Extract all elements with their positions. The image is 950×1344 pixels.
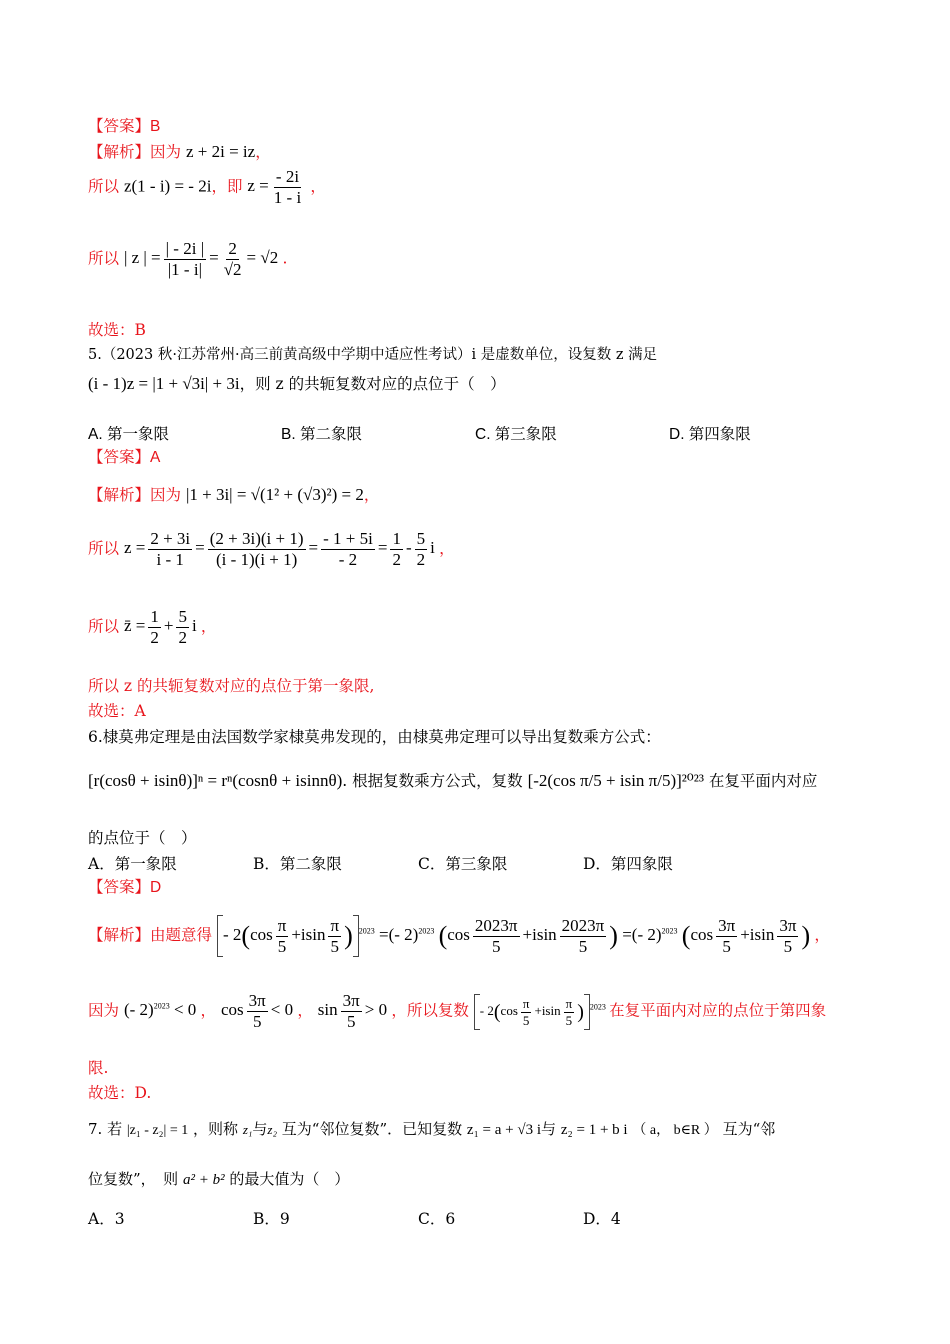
q5-stem-line1: 5.（2023 秋·江苏常州·高三前黄高级中学期中适应性考试）i 是虚数单位，设复数 z 满足 bbox=[88, 347, 658, 363]
q7-option-d[interactable]: D．4 bbox=[583, 1210, 621, 1228]
equation: |1 + 3i| = √(1² + (√3)²) = 2 bbox=[185, 485, 364, 504]
expression: - 2(cos $\frac{\pi}{5}$ +isin $\frac{\pi}{5}$ ) $^{2023}$ bbox=[474, 1003, 609, 1018]
equation: | z | = $\frac{| - 2i |}{|1 - i|}$ = $\frac{2}{√2}$ = √2 bbox=[123, 239, 279, 279]
analysis-tag: 【解析】 bbox=[88, 926, 151, 944]
equation: sin $\frac{3\pi}{5}$ > 0 bbox=[317, 991, 388, 1031]
q4-conclusion: 故选：B bbox=[88, 321, 146, 339]
q6-stem-line3: 的点位于（ ） bbox=[88, 829, 197, 847]
equation: z₁ = a + √3 i bbox=[466, 1122, 542, 1138]
equation: z = $\frac{2 + 3i}{i - 1}$ = $\frac{(2 + 3i)(i + 1)}{(i - 1)(i + 1)}$ = $\frac{- 1 + 5i}{- 2}$ = $\frac{1}{2}$ - $\frac{5}{2}$ i bbox=[123, 529, 435, 569]
q7-stem-line2: 位复数”， 则 a² + b² 的最大值为（ ） bbox=[88, 1170, 350, 1188]
equation: - 2(cos $\frac{\pi}{5}$ +isin $\frac{\pi}{5}$ ) $^{2023}$ =(- 2)$^{2023}$ (cos $\frac{2023\pi}{5}$ +isin $\frac{2023\pi}{5}$ ) =(- 2)$^{2023}$ (cos $\frac{3\pi}{5}$ +isin $\frac{3\pi}{5}$ ) bbox=[217, 925, 814, 944]
q5-analysis-line4: 所以 z 的共轭复数对应的点位于第一象限, bbox=[88, 677, 375, 695]
formula: [r(cosθ + isinθ)]ⁿ = rⁿ(cosnθ + isinnθ) bbox=[88, 771, 343, 790]
answer-value: B bbox=[150, 118, 161, 135]
equation: z = $\frac{- 2i}{1 - i}$ bbox=[247, 167, 302, 207]
q6-conclusion: 故选：D. bbox=[88, 1084, 152, 1102]
q6-option-b[interactable]: B．第二象限 bbox=[253, 855, 342, 873]
q4-analysis-line2: 所以 z(1 - i) = - 2i，即 z = $\frac{- 2i}{1 - i}$ ， bbox=[88, 167, 326, 207]
q4-analysis-line1: 【解析】因为 z + 2i = iz， bbox=[88, 142, 271, 161]
q4-answer bbox=[88, 116, 160, 138]
answer-value: D bbox=[150, 879, 162, 896]
q5-answer bbox=[88, 447, 160, 469]
q6-analysis-line2: 因为 (- 2)$^{2023}$ < 0 ， cos $\frac{3\pi}{5}$ < 0 ， sin $\frac{3\pi}{5}$ > 0 ，所以复数 - 2(cos $\frac{\pi}{5}$ +isin $\frac{\pi}{5}$ ) $^{2023}$ 在复平面内对应的点位于第四象 bbox=[88, 991, 827, 1031]
equation: z̄ = $\frac{1}{2}$ + $\frac{5}{2}$ i bbox=[123, 607, 197, 647]
q5-stem-line2: (i - 1)z = |1 + √3i| + 3i，则 z 的共轭复数对应的点位于（ ） bbox=[88, 374, 506, 393]
q7-option-a[interactable]: A．3 bbox=[88, 1210, 125, 1228]
answer-tag: 【答案】 bbox=[88, 118, 151, 135]
equation: z(1 - i) = - 2i bbox=[123, 176, 212, 196]
answer-tag: 【答案】 bbox=[88, 449, 151, 466]
q6-analysis-line3: 限. bbox=[88, 1059, 109, 1077]
q5-analysis-line1: 【解析】因为 |1 + 3i| = √(1² + (√3)²) = 2， bbox=[88, 485, 380, 504]
analysis-tag: 【解析】 bbox=[88, 487, 151, 504]
q5-option-b[interactable]: B. 第二象限 bbox=[281, 426, 362, 443]
equation: z₂ = 1 + b i bbox=[560, 1122, 628, 1138]
q5-analysis-line2: 所以 z = $\frac{2 + 3i}{i - 1}$ = $\frac{(2 + 3i)(i + 1)}{(i - 1)(i + 1)}$ = $\frac{- 1 + 5i}{- 2}$ = $\frac{1}{2}$ - $\frac{5}{2}$ i ， bbox=[88, 529, 455, 569]
equation: cos $\frac{3\pi}{5}$ < 0 bbox=[220, 991, 294, 1031]
q7-option-c[interactable]: C．6 bbox=[418, 1210, 456, 1228]
analysis-tag: 【解析】 bbox=[88, 144, 151, 161]
q7-option-b[interactable]: B．9 bbox=[253, 1210, 290, 1228]
q7-stem-line1: 7. 若 |z₁ - z₂| = 1 ，则称 z₁与z₂ 互为“邻位复数”．已知复数 z₁ = a + √3 i与 z₂ = 1 + b i （ a， b∈R ） 互为“邻 bbox=[88, 1120, 776, 1138]
q5-option-c[interactable]: C. 第三象限 bbox=[475, 426, 557, 443]
q5-analysis-line3: 所以 z̄ = $\frac{1}{2}$ + $\frac{5}{2}$ i ， bbox=[88, 607, 217, 647]
q6-option-d[interactable]: D．第四象限 bbox=[583, 855, 673, 873]
equation: (- 2)$^{2023}$ < 0 bbox=[123, 1000, 197, 1020]
q5-option-a[interactable]: A. 第一象限 bbox=[88, 426, 169, 443]
q6-analysis-line1: 【解析】由题意得 - 2(cos $\frac{\pi}{5}$ +isin $\frac{\pi}{5}$ ) $^{2023}$ =(- 2)$^{2023}$ (cos $\frac{2023\pi}{5}$ +isin $\frac{2023\pi}{5}$ ) =(- 2)$^{2023}$ (cos $\frac{3\pi}{5}$ +isin $\frac{3\pi}{5}$ ) ， bbox=[88, 915, 830, 956]
condition: |z₁ - z₂| = 1 bbox=[126, 1123, 189, 1138]
answer-value: A bbox=[150, 449, 161, 466]
q6-stem-line2: [r(cosθ + isinθ)]ⁿ = rⁿ(cosnθ + isinnθ). 根据复数乘方公式，复数 [-2(cos π/5 + isin π/5)]²⁰²³ 在复平面内对应 bbox=[88, 771, 818, 790]
q5-conclusion: 故选：A bbox=[88, 702, 146, 720]
q4-analysis-line3: 所以 | z | = $\frac{| - 2i |}{|1 - i|}$ = $\frac{2}{√2}$ = √2 . bbox=[88, 239, 288, 279]
q6-stem-line1: 6.棣莫弗定理是由法国数学家棣莫弗发现的，由棣莫弗定理可以导出复数乘方公式： bbox=[88, 728, 661, 746]
q5-option-d[interactable]: D. 第四象限 bbox=[669, 426, 751, 443]
equation: (i - 1)z = |1 + √3i| + 3i bbox=[88, 374, 240, 393]
q6-answer bbox=[88, 877, 161, 899]
q6-option-c[interactable]: C．第三象限 bbox=[418, 855, 508, 873]
expression: [-2(cos π/5 + isin π/5)]²⁰²³ bbox=[527, 771, 704, 790]
expression: a² + b² bbox=[182, 1172, 225, 1188]
q6-option-a[interactable]: A．第一象限 bbox=[88, 855, 177, 873]
answer-tag: 【答案】 bbox=[88, 879, 151, 896]
equation: z + 2i = iz bbox=[185, 142, 256, 161]
